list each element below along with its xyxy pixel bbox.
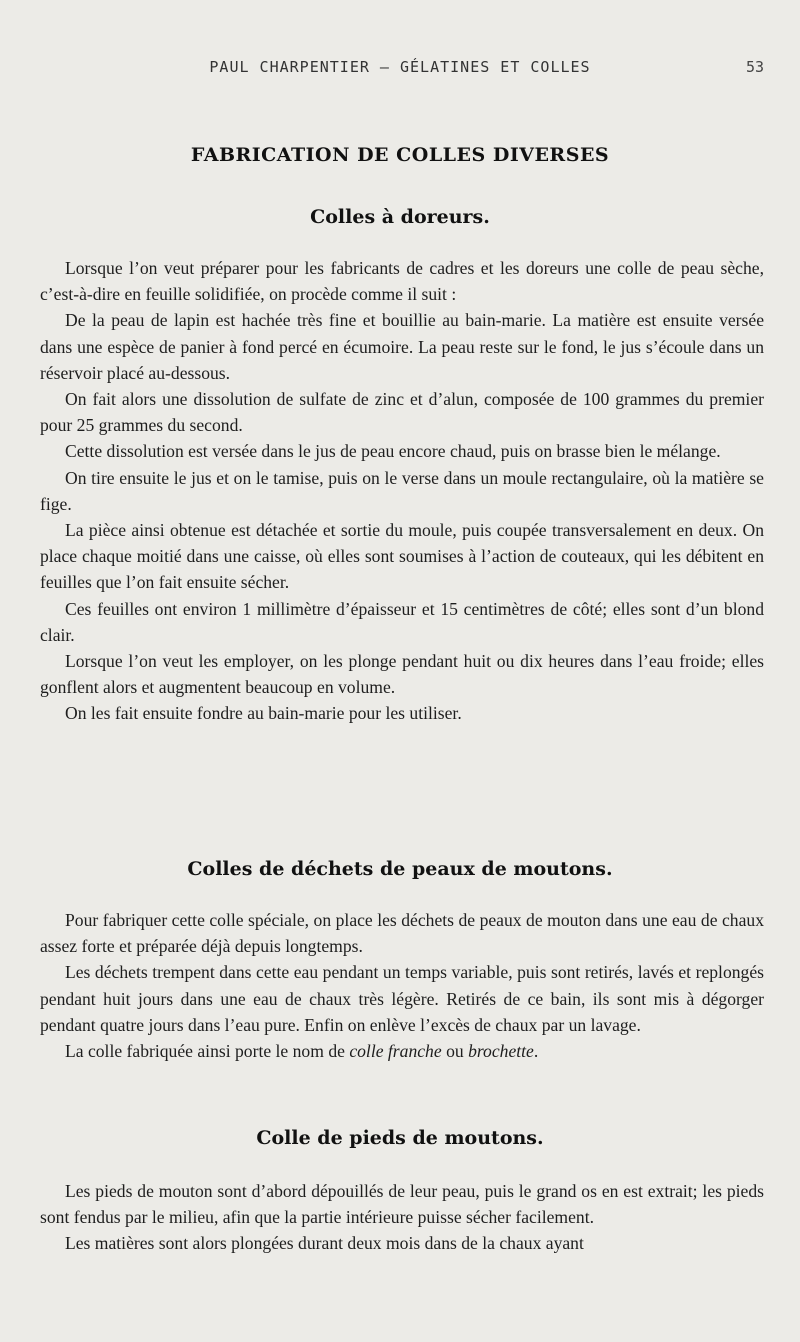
section-title-pieds-moutons: Colle de pieds de moutons.	[256, 1127, 544, 1149]
text-fragment: La colle fabriquée ainsi porte le nom de	[65, 1041, 350, 1062]
text-fragment: .	[533, 1041, 539, 1062]
term-colle-franche: colle franche	[349, 1041, 442, 1062]
section-title-dechets-moutons: Colles de déchets de peaux de moutons.	[187, 858, 613, 880]
section-body-pieds-moutons	[40, 1178, 764, 1257]
paragraph: Cette dissolution est versée dans le jus de peau encore chaud, puis on brasse bien le mélange.	[65, 441, 721, 462]
section-body-dechets-moutons	[40, 907, 764, 1064]
paragraph: On fait alors une dissolution de sulfate de zinc et d’alun, composée de 100 grammes du premier pour 25 grammes du second.	[40, 389, 764, 436]
paragraph: Pour fabriquer cette colle spéciale, on place les déchets de peaux de mouton dans une eau de chaux assez forte et préparée déjà depuis longtemps.	[40, 910, 764, 957]
paragraph: Les déchets trempent dans cette eau pendant un temps variable, puis sont retirés, lavés et replongés pendant huit jours dans une eau de chaux très légère. Retirés de ce bain, ils sont mis à dégorger pendant quatre jours dans l’eau pure. Enfin on enlève l’excès de chaux par un lavage.	[40, 962, 764, 1035]
paragraph: On les fait ensuite fondre au bain-marie pour les utiliser.	[65, 703, 462, 724]
paragraph: Lorsque l’on veut préparer pour les fabricants de cadres et les doreurs une colle de peau sèche, c’est-à-dire en feuille solidifiée, on procède comme il suit :	[40, 258, 764, 305]
section-body-colles-doreurs	[40, 255, 764, 727]
paragraph: Les matières sont alors plongées durant deux mois dans de la chaux ayant	[65, 1233, 584, 1254]
page-number: 53	[745, 58, 764, 76]
paragraph: La pièce ainsi obtenue est détachée et sortie du moule, puis coupée transversalement en deux. On place chaque moitié dans une caisse, où elles sont soumises à l’action de couteaux, qui les débitent en feuilles que l’on fait ensuite sécher.	[40, 520, 764, 593]
section-title-colles-doreurs: Colles à doreurs.	[310, 206, 490, 228]
paragraph: Les pieds de mouton sont d’abord dépouillés de leur peau, puis le grand os en est extrait; les pieds sont fendus par le milieu, afin que la partie intérieure puisse sécher facilement.	[40, 1181, 764, 1228]
term-brochette: brochette	[468, 1041, 534, 1062]
paragraph: De la peau de lapin est hachée très fine et bouillie au bain-marie. La matière est ensuite versée dans une espèce de panier à fond percé en écumoire. La peau reste sur le fond, le jus s’écoule dans un réservoir placé au-dessous.	[40, 310, 764, 383]
paragraph: Lorsque l’on veut les employer, on les plonge pendant huit ou dix heures dans l’eau froide; elles gonflent alors et augmentent beaucoup en volume.	[40, 651, 764, 698]
paragraph: On tire ensuite le jus et on le tamise, puis on le verse dans un moule rectangulaire, où la matière se fige.	[40, 467, 764, 514]
running-header	[0, 58, 800, 80]
paragraph: Ces feuilles ont environ 1 millimètre d’épaisseur et 15 centimètres de côté; elles sont d’un blond clair.	[40, 598, 764, 645]
running-title: PAUL CHARPENTIER — GÉLATINES ET COLLES	[209, 58, 591, 76]
text-fragment: ou	[441, 1041, 469, 1062]
chapter-title: FABRICATION DE COLLES DIVERSES	[190, 144, 610, 166]
paragraph-closing	[40, 1038, 764, 1064]
